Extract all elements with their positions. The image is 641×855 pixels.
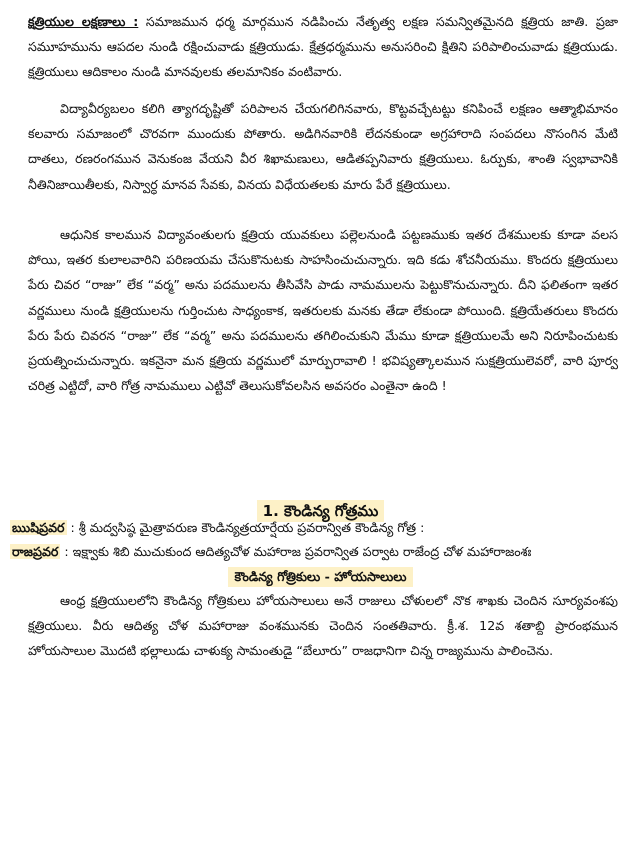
- section-body: ఆంధ్ర క్షత్రియులలోని కౌండిన్య గోత్రికులు హోయసాలులు అనే రాజులు చోళులలో నొక శాఖకు చెందిన సూర్యవంశపు క్షత్రియులు. వీరు ఆదిత్య చోళ మహారాజు వంశమునకు చెందిన సంతతివారు. క్రీ.శ. 12వ శతాబ్ది ప్రారంభమున హోయసాలుల మొదటి భల్లాలుడు చాళుక్య సామంతుడై “బేలూరు” రాజధానిగా చిన్న రాజ్యమును పాలించెను.: [28, 593, 618, 659]
- intro-text: సమాజమున ధర్మ మార్గమున నడిపించు నేతృత్వ లక్షణ సమన్వితమైనది క్షత్రియ జాతి. ప్రజా సమూహమును ఆపదల నుండి రక్షించువాడు క్షత్రియుడు. క్షేత్రధర్మమును అనుసరించి క్షితిని పరిపాలించువాడు క్షత్రియుడు. క్షత్రియులు ఆదికాలం నుండి మానవులకు తలమానికం వంటివారు.: [28, 14, 618, 80]
- raja-pravara-line: [10, 541, 635, 563]
- raja-pravara-text: : ఇక్ష్వాకు శిబి ముచుకుంద ఆదిత్యచోళ మహారాజ ప్రవరాన్విత పర్వాట రాజేంద్ర చోళ మహారాజంశః: [64, 544, 532, 559]
- paragraph-2: విద్యావీర్యబలం కలిగి త్యాగదృష్టితో పరిపాలన చేయగలిగినవారు, కొట్టవచ్చేటట్టు కనిపించే లక్షణం ఆత్మాభిమానం కలవారు సమాజంలో చొరవగా ముందుకు పోతారు. అడిగినవారికి లేదనకుండా అగ్రహారాది సంపదలు నొసంగిన మేటి దాతలు, రణరంగమున వెనుకంజ వేయని వీర శిఖామణులు, ఆడితప్పనివారు క్షత్రియులు. ఓర్పుకు, శాంతి స్వభావానికి నీతినిజాయితీలకు, నిస్వార్ధ మానవ సేవకు, వినయ విధేయతలకు మారు పేరే క్షత్రియులు.: [28, 101, 618, 192]
- raja-pravara-label: రాజప్రవర: [12, 544, 59, 559]
- subsection-title: కౌండిన్య గోత్రికులు - హోయసాలులు: [228, 567, 412, 587]
- rishi-pravara-label: ఋషిప్రవర: [12, 520, 65, 535]
- rishi-pravara-text: : శ్రీ మద్వసిష్ఠ మైత్రావరుణ కౌండిన్యత్రయార్షేయ ప్రవరాన్విత కౌండిన్య గోత్ర :: [70, 520, 425, 535]
- intro-paragraph: [28, 9, 618, 85]
- paragraph-3: ఆధునిక కాలమున విద్యావంతులగు క్షత్రియ యువకులు పల్లెలనుండి పట్టణముకు ఇతర దేశములకు కూడా వలస పోయి, ఇతర కులాలవారిని పరిణయమ చేసుకొనుటకు సాహసించుచున్నారు. ఇది కడు శోచనీయము. కొందరు క్షత్రియులు పేరు చివర “రాజు” లేక “వర్మ” అను పదములను తీసివేసి పాడు నామములను పెట్టుకొనుచున్నారు. దీని ఫలితంగా ఇతర వర్ణములు నుండి క్షత్రియులను గుర్తించుట సాధ్యంకాక, ఇతరులకు మనకు తేడా లేకుండా పోయింది. క్షత్రియేతరులు కొందరు పేరు పేరు చివరన “రాజు” లేక “వర్మ” అను పదములను తగిలించుకుని మేము కూడా క్షత్రియులమే అని నిరూపించుటకు ప్రయత్నించుచున్నారు. ఇకనైనా మన క్షత్రియ వర్ణములో మార్పురావాలి ! భవిష్యత్కాలమున సుక్షత్రియులెవరో, వారి పూర్వ చరిత్ర ఎట్టిదో, వారి గోత్ర నామములు ఎట్టివో తెలుసుకోవలసిన అవసరం ఎంతైనా ఉంది !: [28, 227, 618, 394]
- intro-term: క్షత్రియుల లక్షణాలు :: [28, 14, 139, 29]
- subsection-title-wrap: [0, 566, 641, 587]
- section-title: 1. కౌండిన్య గోత్రము: [257, 500, 385, 522]
- rishi-pravara-line: [10, 517, 635, 539]
